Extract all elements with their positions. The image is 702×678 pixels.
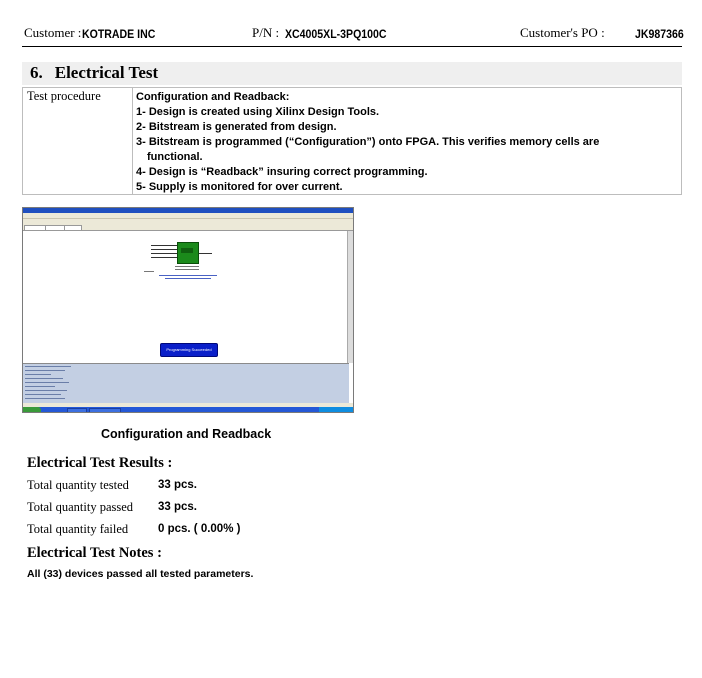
po-value: JK987366: [635, 27, 684, 41]
header-rule: [22, 46, 682, 47]
console-line: [25, 378, 63, 379]
console-line: [25, 366, 71, 367]
canvas-note-mark: [159, 275, 217, 276]
pn-value: XC4005XL-3PQ100C: [285, 27, 387, 41]
procedure-line: 1- Design is created using Xilinx Design Tools.: [136, 106, 380, 118]
canvas-label-mark: [144, 271, 154, 272]
programming-succeeded-button: Programming Succeeded: [160, 343, 218, 357]
section-number: 6.: [30, 63, 43, 82]
chip-pin-wire: [151, 257, 177, 258]
fpga-chip-icon: [177, 242, 199, 264]
system-tray: [319, 407, 353, 413]
customer-value: KOTRADE INC: [82, 27, 156, 41]
screenshot-console: [23, 363, 349, 404]
procedure-line: 5- Supply is monitored for over current.: [136, 181, 343, 193]
console-line: [25, 394, 61, 395]
customer-label: Customer :: [24, 25, 82, 40]
canvas-note-mark: [165, 278, 211, 279]
procedure-line: 4- Design is “Readback” insuring correct programming.: [136, 166, 428, 178]
procedure-line: 2- Bitstream is generated from design.: [136, 121, 337, 133]
chip-pin-wire: [151, 253, 177, 254]
pn-value-wrap: [285, 25, 400, 43]
chip-pin-wire: [151, 245, 177, 246]
section-heading: [30, 63, 158, 83]
results-title: Electrical Test Results :: [27, 455, 173, 471]
console-line: [25, 374, 51, 375]
result-label-passed: Total quantity passed: [27, 500, 134, 514]
chip-caption-mark: [175, 266, 199, 267]
result-value-tested: 33 pcs.: [158, 479, 197, 491]
procedure-line: functional.: [147, 151, 203, 163]
procedure-table-divider: [132, 87, 133, 195]
console-line: [25, 370, 65, 371]
screenshot-caption: Configuration and Readback: [101, 427, 272, 441]
taskbar-item: [67, 408, 87, 413]
taskbar-item: [89, 408, 121, 413]
procedure-line: 3- Bitstream is programmed (“Configuration”) onto FPGA. This verifies memory cells are: [136, 136, 600, 148]
po-label: Customer's PO :: [520, 25, 605, 40]
po-value-wrap: [635, 25, 690, 43]
console-line: [25, 398, 65, 399]
result-label-failed: Total quantity failed: [27, 522, 129, 536]
chip-pin-wire: [198, 253, 212, 254]
console-line: [25, 390, 67, 391]
procedure-steps: [136, 90, 599, 195]
result-value-passed: 33 pcs.: [158, 501, 197, 513]
programming-screenshot: [22, 207, 354, 413]
pn-label: P/N :: [252, 25, 280, 40]
chip-caption-mark: [175, 269, 199, 270]
notes-text: All (33) devices passed all tested parameters.: [27, 568, 254, 580]
chip-pin-wire: [151, 249, 177, 250]
procedure-line: Configuration and Readback:: [136, 91, 290, 103]
result-label-tested: Total quantity tested: [27, 478, 129, 492]
console-line: [25, 386, 55, 387]
notes-title: Electrical Test Notes :: [27, 545, 162, 561]
start-button-icon: [23, 407, 41, 413]
result-value-failed: 0 pcs. ( 0.00% ): [158, 523, 241, 535]
customer-value-wrap: [82, 25, 165, 43]
console-line: [25, 382, 69, 383]
fpga-chip-label-area: [181, 248, 193, 253]
procedure-label: Test procedure: [27, 89, 101, 103]
section-title: Electrical Test: [54, 63, 159, 82]
screenshot-scrollbar: [347, 231, 353, 363]
